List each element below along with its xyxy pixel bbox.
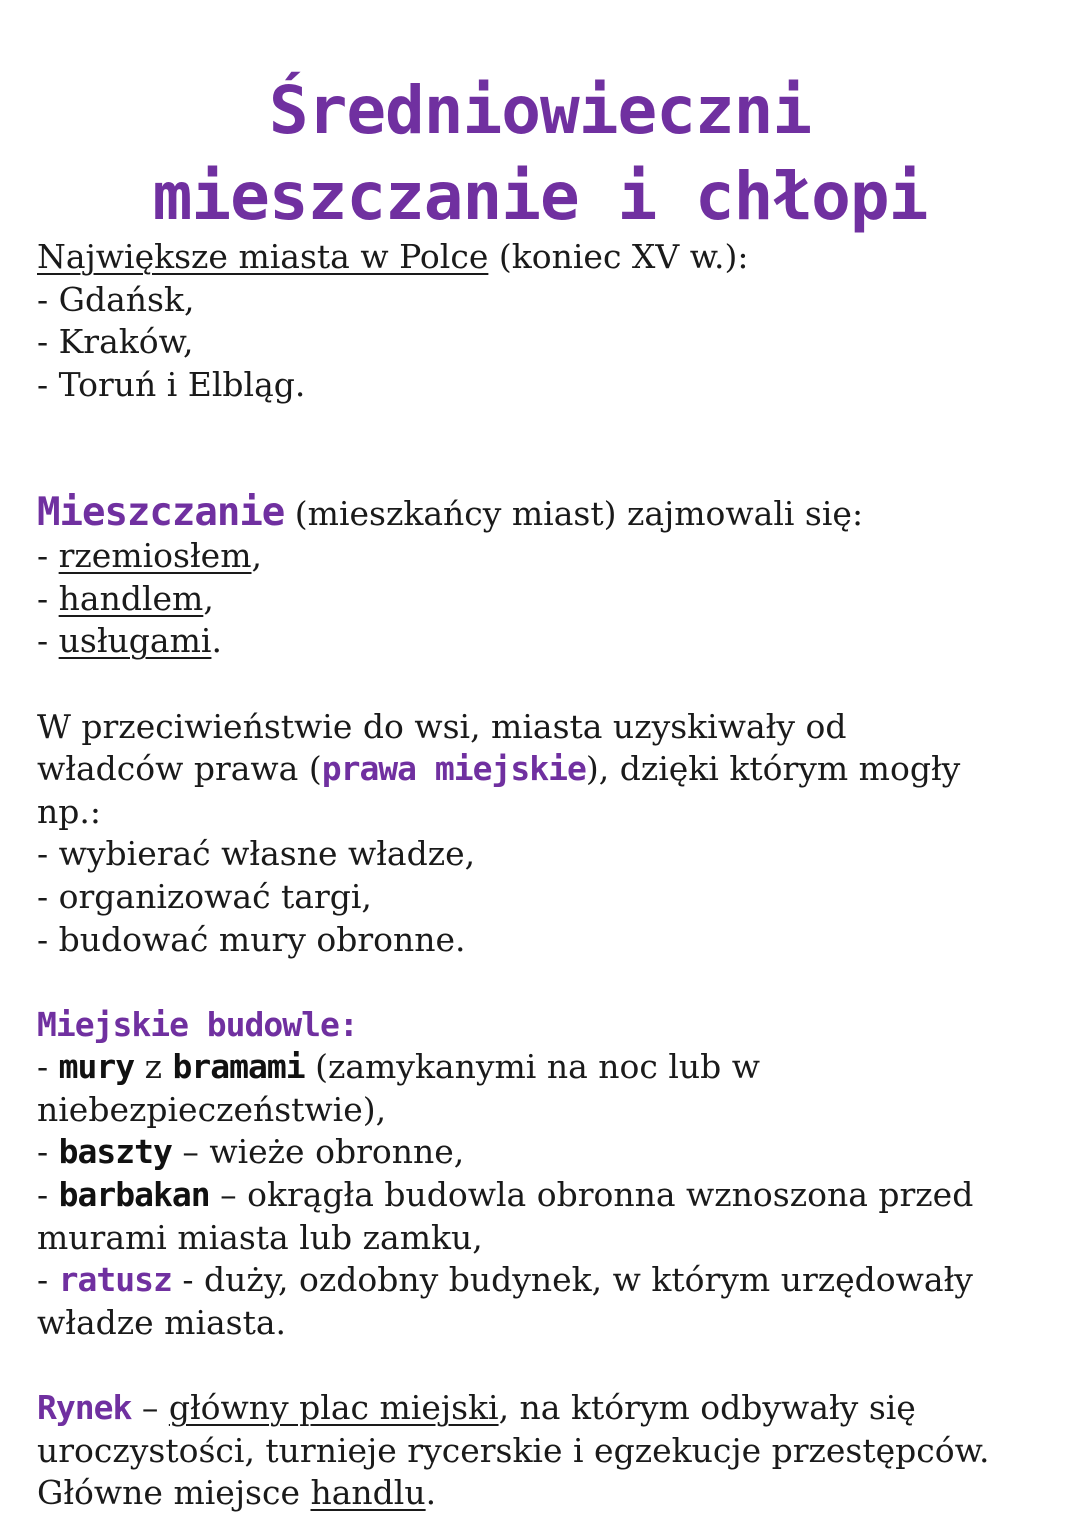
- list-dash: -: [37, 1132, 59, 1172]
- cities-heading-line: [37, 236, 1057, 279]
- barbican-term: barbakan: [58, 1175, 210, 1215]
- building-towers: [37, 1131, 1057, 1174]
- gates-term: bramami: [172, 1047, 305, 1087]
- title-line-1: Średniowieczni: [268, 72, 812, 149]
- connector-text: z: [134, 1047, 173, 1087]
- market-text: Główne miejsce: [37, 1473, 311, 1513]
- building-barbican-cont: murami miasta lub zamku,: [37, 1217, 483, 1257]
- market-line-3: [37, 1472, 1057, 1515]
- building-barbican: [37, 1174, 1057, 1217]
- building-walls: [37, 1046, 1057, 1089]
- townsfolk-heading-line: [37, 489, 1057, 536]
- market-line-1: [37, 1387, 1057, 1430]
- occupation-crafts: rzemiosłem: [58, 536, 252, 576]
- punctuation: ,: [203, 578, 214, 618]
- townsfolk-definition: (mieszkańcy miast) zajmowali się:: [284, 493, 864, 533]
- buildings-heading: Miejskie budowle:: [37, 1004, 358, 1044]
- market-section: [37, 1387, 1057, 1515]
- occupation-item: [37, 535, 1057, 578]
- list-dash: -: [37, 621, 59, 661]
- building-townhall-cont: władze miasta.: [37, 1302, 287, 1342]
- market-trade: handlu: [310, 1473, 426, 1513]
- townsfolk-term: Mieszczanie: [37, 489, 285, 535]
- rights-item: - wybierać własne władze,: [37, 834, 476, 874]
- rights-item: - organizować targi,: [37, 876, 372, 916]
- buildings-section: [37, 1004, 1057, 1345]
- rights-line-1: W przeciwieństwie do wsi, miasta uzyskiwały od: [37, 706, 847, 746]
- city-item: - Kraków,: [37, 322, 194, 362]
- townhall-description: - duży, ozdobny budynek, w którym urzędowały: [171, 1260, 973, 1300]
- spacer: [37, 1344, 1057, 1387]
- dash: –: [131, 1388, 169, 1428]
- rights-text: ), dzięki którym mogły: [585, 749, 961, 789]
- cities-heading-suffix: (koniec XV w.):: [488, 237, 749, 276]
- city-item: - Gdańsk,: [37, 279, 195, 319]
- market-definition: główny plac miejski: [168, 1388, 499, 1428]
- page-title: [0, 68, 1080, 240]
- spacer: [37, 406, 1057, 449]
- towers-term: baszty: [58, 1132, 172, 1172]
- list-dash: -: [37, 1175, 59, 1215]
- townhall-term: ratusz: [58, 1260, 172, 1300]
- rights-line-3: np.:: [37, 791, 101, 831]
- list-dash: -: [37, 536, 59, 576]
- market-text: , na którym odbywały się: [498, 1388, 916, 1428]
- walls-term: mury: [58, 1047, 135, 1087]
- list-dash: -: [37, 1260, 59, 1300]
- occupation-item: [37, 578, 1057, 621]
- punctuation: .: [425, 1473, 437, 1513]
- city-item: - Toruń i Elbląg.: [37, 364, 306, 404]
- occupation-trade: handlem: [58, 578, 204, 618]
- buildings-heading-line: [37, 1004, 1057, 1047]
- spacer: [37, 663, 1057, 706]
- list-dash: -: [37, 578, 59, 618]
- market-line-2: uroczystości, turnieje rycerskie i egzekucje przestępców.: [37, 1430, 990, 1470]
- note-content: [37, 236, 1057, 1515]
- occupation-services: usługami: [58, 621, 212, 661]
- townsfolk-section: [37, 489, 1057, 663]
- building-townhall: [37, 1259, 1057, 1302]
- list-dash: -: [37, 1047, 59, 1087]
- town-rights-term: prawa miejskie: [321, 749, 586, 789]
- rights-line-2: [37, 748, 1057, 791]
- punctuation: .: [211, 621, 222, 661]
- rights-text: władców prawa (: [37, 749, 322, 789]
- spacer: [37, 961, 1057, 1004]
- building-walls-cont: niebezpieczeństwie),: [37, 1089, 387, 1129]
- spacer: [37, 449, 1057, 492]
- walls-description: (zamykanymi na noc lub w: [304, 1047, 761, 1087]
- occupation-item: [37, 620, 1057, 663]
- cities-heading: Największe miasta w Polce: [37, 237, 489, 276]
- title-line-2: mieszczanie i chłopi: [152, 158, 928, 235]
- market-term: Rynek: [37, 1388, 132, 1428]
- rights-section: [37, 706, 1057, 962]
- towers-description: – wieże obronne,: [171, 1132, 465, 1172]
- punctuation: ,: [251, 536, 263, 576]
- cities-section: [37, 236, 1057, 406]
- rights-item: - budować mury obronne.: [37, 919, 466, 959]
- barbican-description: – okrągła budowla obronna wznoszona przed: [209, 1175, 974, 1215]
